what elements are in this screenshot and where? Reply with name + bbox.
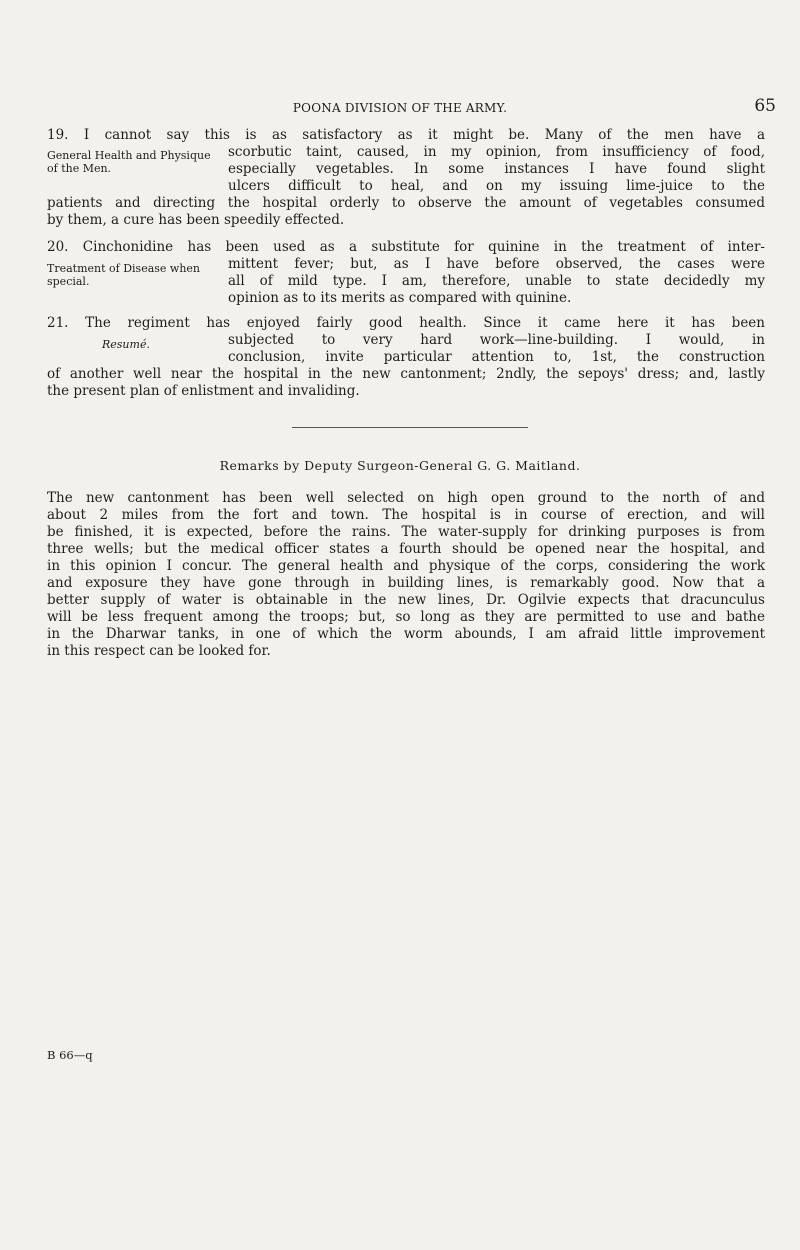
remarks-line-6: and exposure they have gone through in building lines, is remarkably good. Now that a <box>47 575 765 591</box>
remarks-line-9: in the Dharwar tanks, in one of which the worm abounds, I am afraid little improvement <box>47 626 765 642</box>
margin-note-treatment-line-1: Treatment of Disease when <box>47 262 201 275</box>
page-number: 65 <box>754 96 776 116</box>
remarks-line-4: three wells; but the medical officer states a fourth should be opened near the hospital, and <box>47 541 765 557</box>
paragraph-19-line-1: 19. I cannot say this is as satisfactory as it might be. Many of the men have a <box>47 127 765 143</box>
running-header: POONA DIVISION OF THE ARMY. <box>292 101 508 115</box>
paragraph-20-line-1: 20. Cinchonidine has been used as a substitute for quinine in the treatment of inter- <box>47 239 765 255</box>
printer-signature-mark: B 66—q <box>47 1048 93 1062</box>
paragraph-21-line-2: subjected to very hard work—line-building. I would, in <box>228 332 765 348</box>
paragraph-21-line-3: conclusion, invite particular attention to, 1st, the construction <box>228 349 765 365</box>
paragraph-21-line-4: of another well near the hospital in the new cantonment; 2ndly, the sepoys' dress; and, lastly <box>47 366 765 382</box>
remarks-line-2: about 2 miles from the fort and town. The hospital is in course of erection, and will <box>47 507 765 523</box>
paragraph-20-line-4: opinion as to its merits as compared with quinine. <box>228 290 572 306</box>
paragraph-21-line-1: 21. The regiment has enjoyed fairly good health. Since it came here it has been <box>47 315 765 331</box>
remarks-line-7: better supply of water is obtainable in the new lines, Dr. Ogilvie expects that dracunculus <box>47 592 765 608</box>
paragraph-21-line-5: the present plan of enlistment and invaliding. <box>47 383 360 399</box>
paragraph-19-line-2: scorbutic taint, caused, in my opinion, from insufficiency of food, <box>228 144 765 160</box>
remarks-heading: Remarks by Deputy Surgeon-General G. G. Maitland. <box>219 458 581 473</box>
paragraph-19-line-4: ulcers difficult to heal, and on my issuing lime-juice to the <box>228 178 765 194</box>
margin-note-general-health-line-1: General Health and Physique <box>47 149 211 162</box>
remarks-line-5: in this opinion I concur. The general health and physique of the corps, considering the work <box>47 558 765 574</box>
remarks-line-10: in this respect can be looked for. <box>47 643 271 659</box>
margin-note-general-health-line-2: of the Men. <box>47 162 112 175</box>
remarks-line-3: be finished, it is expected, before the rains. The water-supply for drinking purposes is from <box>47 524 765 540</box>
paragraph-20-line-3: all of mild type. I am, therefore, unable to state decidedly my <box>228 273 765 289</box>
paragraph-19-line-6: by them, a cure has been speedily effected. <box>47 212 345 228</box>
margin-note-treatment-line-2: special. <box>47 275 90 288</box>
remarks-line-1: The new cantonment has been well selected on high open ground to the north of and <box>47 490 765 506</box>
paragraph-19-line-3: especially vegetables. In some instances I have found slight <box>228 161 765 177</box>
margin-note-resume: Resumé. <box>102 338 150 351</box>
section-divider <box>292 427 528 428</box>
paragraph-20-line-2: mittent fever; but, as I have before observed, the cases were <box>228 256 765 272</box>
remarks-line-8: will be less frequent among the troops; but, so long as they are permitted to use and bathe <box>47 609 765 625</box>
paragraph-19-line-5: patients and directing the hospital orderly to observe the amount of vegetables consumed <box>47 195 765 211</box>
